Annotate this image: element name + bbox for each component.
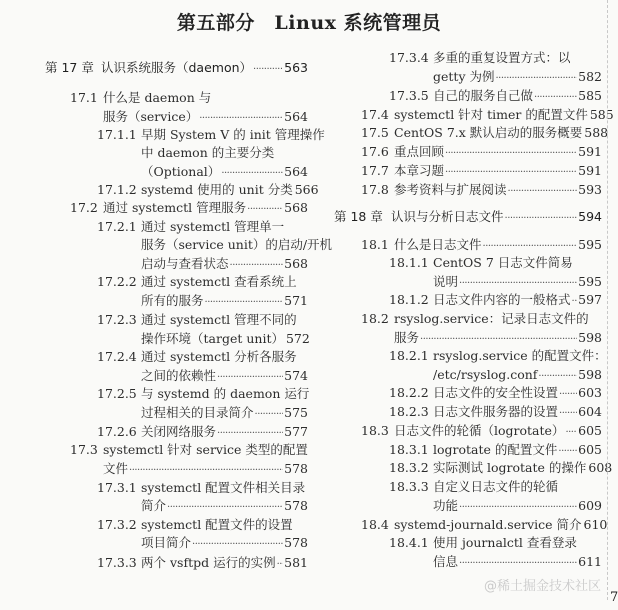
toc-entry xyxy=(141,404,308,424)
toc-entry-number: 17.4 xyxy=(361,107,389,122)
toc-entry-number: 17.3.4 xyxy=(389,50,429,65)
watermark: @稀土掘金技术社区 xyxy=(484,579,602,594)
toc-entry-number: 18.2 xyxy=(361,311,389,326)
toc-entry-number: 18.3.1 xyxy=(389,442,429,457)
leader-dots xyxy=(565,424,577,442)
toc-entry xyxy=(389,49,602,67)
toc-entry xyxy=(141,534,308,554)
toc-entry-page: 578 xyxy=(284,461,308,476)
toc-entry-title: 自定义日志文件的轮循 xyxy=(433,479,559,494)
toc-entry-page: 598 xyxy=(578,367,602,382)
toc-entry-number: 17.7 xyxy=(361,163,389,178)
toc-entry-number: 18.2.3 xyxy=(389,404,429,419)
toc-entry-page: 568 xyxy=(284,200,308,215)
toc-entry xyxy=(389,347,607,365)
toc-entry xyxy=(141,255,308,275)
toc-entry xyxy=(389,87,602,107)
toc-entry-page: 605 xyxy=(578,442,602,457)
toc-entry xyxy=(361,310,602,328)
toc-entry xyxy=(141,292,308,312)
leader-dots xyxy=(247,201,283,219)
toc-entry-number: 17.2.2 xyxy=(97,274,137,289)
toc-entry-title: 参考资料与扩展阅读 xyxy=(394,182,507,197)
toc-entry xyxy=(141,367,308,387)
toc-entry xyxy=(141,144,308,162)
toc-entry xyxy=(97,479,308,497)
toc-entry-page: 604 xyxy=(578,404,602,419)
toc-entry-number: 17.2.3 xyxy=(97,312,137,327)
toc-entry-title: 通过 systemctl 管理服务 xyxy=(103,200,247,215)
toc-entry-title: 服务 xyxy=(394,330,420,345)
toc-entry xyxy=(97,554,308,574)
toc-entry-title: 两个 vsftpd 运行的实例 xyxy=(141,555,276,570)
toc-entry-title: 文件 xyxy=(103,461,129,476)
toc-entry-title: 与 systemd 的 daemon 运行 xyxy=(141,386,310,401)
toc-entry-title: /etc/rsyslog.conf xyxy=(433,367,538,382)
toc-entry-number: 17.2 xyxy=(70,200,98,215)
toc-chapter-entry xyxy=(45,59,308,79)
toc-entry xyxy=(97,516,308,534)
toc-entry-title: 实际测试 logrotate 的操作 xyxy=(433,460,587,475)
toc-entry xyxy=(361,162,602,182)
toc-entry xyxy=(389,441,602,461)
part-title: 第五部分 Linux 系统管理员 xyxy=(176,12,442,34)
toc-entry xyxy=(433,553,602,573)
toc-entry xyxy=(389,291,602,311)
toc-entry xyxy=(141,330,308,350)
toc-entry xyxy=(361,124,609,144)
toc-entry-title: 使用 journalctl 查看登录 xyxy=(433,535,577,550)
toc-entry-title: 日志文件的安全性设置 xyxy=(433,385,559,400)
toc-entry-title: 日志文件的轮循（logrotate） xyxy=(394,423,565,438)
toc-entry-page: 574 xyxy=(284,368,308,383)
toc-entry-page: 595 xyxy=(578,237,602,252)
leader-dots xyxy=(459,555,577,573)
toc-entry-title: systemd-journald.service 简介 xyxy=(394,517,582,532)
toc-entry-page: 591 xyxy=(578,163,602,178)
leader-dots xyxy=(253,61,283,79)
toc-entry-title: systemctl 针对 service 类型的配置 xyxy=(103,442,308,457)
toc-entry xyxy=(389,459,613,479)
toc-entry xyxy=(433,366,602,386)
toc-entry-number: 18.3.3 xyxy=(389,479,429,494)
toc-entry xyxy=(70,89,308,107)
toc-entry xyxy=(103,108,308,128)
leader-dots xyxy=(572,293,578,311)
toc-entry-page: 585 xyxy=(578,88,602,103)
toc-entry-number: 18.3.2 xyxy=(389,460,429,475)
toc-entry-title: 认识与分析日志文件 xyxy=(391,209,504,224)
page-edge-divider xyxy=(607,0,608,600)
toc-entry xyxy=(361,181,602,201)
toc-entry-title: 通过 systemctl 管理单一 xyxy=(141,219,285,234)
toc-entry-number: 18.3 xyxy=(361,423,389,438)
toc-entry-number: 第 18 章 xyxy=(334,209,383,224)
toc-entry-page: 603 xyxy=(578,385,602,400)
leader-dots xyxy=(129,462,283,480)
toc-entry-title: rsyslog.service：记录日志文件的 xyxy=(394,311,589,326)
toc-entry-title: 什么是 daemon 与 xyxy=(103,90,212,105)
toc-entry xyxy=(141,163,308,183)
toc-entry-title: 项目简介 xyxy=(141,535,192,550)
toc-entry-number: 17.1.1 xyxy=(97,127,137,142)
toc-entry-number: 17.3 xyxy=(70,442,98,457)
toc-entry xyxy=(389,384,602,404)
leader-dots xyxy=(534,89,577,107)
toc-entry-title: 什么是日志文件 xyxy=(394,237,482,252)
toc-entry-title: 所有的服务 xyxy=(141,293,204,308)
toc-entry-title: 通过 systemctl 分析各服务 xyxy=(141,349,297,364)
toc-entry-page: 566 xyxy=(294,182,319,197)
toc-entry-number: 17.2.5 xyxy=(97,386,137,401)
leader-dots xyxy=(167,499,283,517)
toc-entry xyxy=(97,181,319,201)
toc-entry-title: logrotate 的配置文件 xyxy=(433,442,558,457)
leader-dots xyxy=(205,294,284,312)
toc-entry-page: 595 xyxy=(578,274,602,289)
toc-entry xyxy=(433,68,602,88)
toc-entry xyxy=(97,423,308,443)
toc-entry-page: 575 xyxy=(284,405,308,420)
toc-entry-number: 17.8 xyxy=(361,182,389,197)
toc-entry xyxy=(433,497,602,517)
toc-entry-title: 日志文件内容的一般格式 xyxy=(433,292,571,307)
toc-entry-number: 17.2.1 xyxy=(97,219,137,234)
toc-entry-title: CentOS 7 日志文件简易 xyxy=(433,255,573,270)
toc-entry xyxy=(389,403,602,423)
toc-entry-page: 594 xyxy=(578,209,602,224)
leader-dots xyxy=(445,164,577,182)
toc-entry-title: 日志文件服务器的设置 xyxy=(433,404,559,419)
toc-entry-title: 信息 xyxy=(433,554,459,569)
toc-entry-page: 568 xyxy=(284,256,308,271)
toc-entry-page: 593 xyxy=(578,182,602,197)
toc-entry-number: 17.3.5 xyxy=(389,88,429,103)
toc-entry-title: 通过 systemctl 查看系统上 xyxy=(141,274,297,289)
toc-entry xyxy=(141,236,333,254)
toc-entry-number: 17.1.2 xyxy=(97,182,137,197)
toc-entry-number: 17.3.1 xyxy=(97,480,137,495)
toc-entry xyxy=(361,516,608,536)
leader-dots xyxy=(495,70,577,88)
toc-entry xyxy=(97,385,308,403)
toc-entry-title: getty 为例 xyxy=(433,69,495,84)
toc-entry xyxy=(97,126,325,144)
toc-entry-title: 通过 systemctl 管理不同的 xyxy=(141,312,297,327)
toc-entry-number: 17.5 xyxy=(361,125,389,140)
toc-entry-page: 582 xyxy=(578,69,602,84)
toc-entry-page: 563 xyxy=(284,60,308,75)
toc-entry-title: 说明 xyxy=(433,274,459,289)
toc-entry-number: 18.1.2 xyxy=(389,292,429,307)
toc-entry-page: 564 xyxy=(284,109,308,124)
leader-dots xyxy=(559,386,577,404)
toc-entry-number: 18.4 xyxy=(361,517,389,532)
toc-entry xyxy=(141,497,308,517)
toc-entry-number: 18.1 xyxy=(361,237,389,252)
toc-entry xyxy=(97,348,308,366)
toc-entry xyxy=(361,143,602,163)
toc-entry-page: 610 xyxy=(583,517,608,532)
toc-entry-title: 启动与查看状态 xyxy=(141,256,229,271)
toc-entry-page: 605 xyxy=(578,423,602,438)
toc-entry-page: 564 xyxy=(284,164,308,179)
toc-entry-number: 17.3.3 xyxy=(97,555,137,570)
toc-entry-title: 早期 System V 的 init 管理操作 xyxy=(141,127,325,142)
toc-entry-title: systemctl 配置文件的设置 xyxy=(141,517,293,532)
toc-entry-page: 597 xyxy=(578,292,602,307)
toc-entry-number: 18.2.2 xyxy=(389,385,429,400)
toc-entry-number: 18.1.1 xyxy=(389,255,429,270)
toc-entry xyxy=(433,273,602,293)
toc-entry xyxy=(389,478,602,496)
toc-entry-number: 18.2.1 xyxy=(389,348,429,363)
toc-entry xyxy=(97,218,308,236)
toc-entry-title: 本章习题 xyxy=(394,163,445,178)
leader-dots xyxy=(559,405,577,423)
leader-dots xyxy=(508,183,578,201)
toc-entry-page: 581 xyxy=(284,555,308,570)
toc-chapter-entry xyxy=(334,208,602,228)
toc-entry xyxy=(361,106,614,126)
toc-entry-page: 608 xyxy=(588,460,613,475)
leader-dots xyxy=(459,499,577,517)
toc-entry xyxy=(394,329,602,349)
toc-entry-title: 简介 xyxy=(141,498,167,513)
toc-entry xyxy=(361,236,602,256)
toc-entry-title: rsyslog.service 的配置文件： xyxy=(433,348,607,363)
toc-entry xyxy=(103,460,308,480)
toc-entry-page: 571 xyxy=(284,293,308,308)
toc-entry-page: 591 xyxy=(578,144,602,159)
toc-entry-title: 多重的重复设置方式：以 xyxy=(433,50,571,65)
toc-entry-number: 17.2.6 xyxy=(97,424,137,439)
toc-entry-title: 自己的服务自己做 xyxy=(433,88,534,103)
toc-entry-page: 578 xyxy=(284,498,308,513)
toc-entry-number: 17.1 xyxy=(70,90,98,105)
toc-entry-title: CentOS 7.x 默认启动的服务概要 xyxy=(394,125,583,140)
toc-entry-title: 过程相关的目录简介 xyxy=(141,405,254,420)
leader-dots xyxy=(445,145,577,163)
toc-entry-title: systemctl 针对 timer 的配置文件 xyxy=(394,107,588,122)
leader-dots xyxy=(505,210,578,228)
toc-entry xyxy=(361,422,602,442)
toc-entry-title: 操作环境（target unit） xyxy=(141,331,284,346)
toc-entry-number: 18.4.1 xyxy=(389,535,429,550)
toc-entry-number: 第 17 章 xyxy=(45,60,94,75)
toc-entry-title: systemctl 配置文件相关目录 xyxy=(141,480,306,495)
page-number: 7 xyxy=(610,590,618,605)
toc-entry-number: 17.6 xyxy=(361,144,389,159)
toc-entry-page: 577 xyxy=(284,424,308,439)
toc-entry xyxy=(97,311,308,329)
toc-entry xyxy=(389,254,602,272)
toc-entry-page: 609 xyxy=(578,498,602,513)
toc-entry-page: 611 xyxy=(578,554,602,569)
leader-dots xyxy=(277,556,284,574)
toc-entry-title: 关闭网络服务 xyxy=(141,424,217,439)
leader-dots xyxy=(255,406,284,424)
toc-entry-title: 之间的依赖性 xyxy=(141,368,217,383)
toc-entry-title: 中 daemon 的主要分类 xyxy=(141,145,275,160)
toc-entry-title: 重点回顾 xyxy=(394,144,445,159)
toc-entry-title: 功能 xyxy=(433,498,459,513)
toc-entry-title: systemd 使用的 unit 分类 xyxy=(141,182,293,197)
toc-entry xyxy=(70,199,308,219)
toc-entry-title: 认识系统服务（daemon） xyxy=(101,60,253,75)
toc-entry xyxy=(389,534,602,552)
toc-entry-number: 17.2.4 xyxy=(97,349,137,364)
toc-entry-page: 578 xyxy=(284,535,308,550)
toc-entry-number: 17.3.2 xyxy=(97,517,137,532)
toc-entry-page: 588 xyxy=(584,125,609,140)
toc-entry-title: 服务（service unit）的启动/开机 xyxy=(141,237,333,252)
toc-entry-title: （Optional） xyxy=(141,164,221,179)
toc-entry-page: 585 xyxy=(589,107,614,122)
leader-dots xyxy=(192,536,283,554)
toc-entry-page: 572 xyxy=(285,331,310,346)
toc-entry-page: 598 xyxy=(578,330,602,345)
toc-entry-title: 服务（service） xyxy=(103,109,199,124)
toc-entry xyxy=(70,441,308,459)
toc-entry xyxy=(97,273,308,291)
